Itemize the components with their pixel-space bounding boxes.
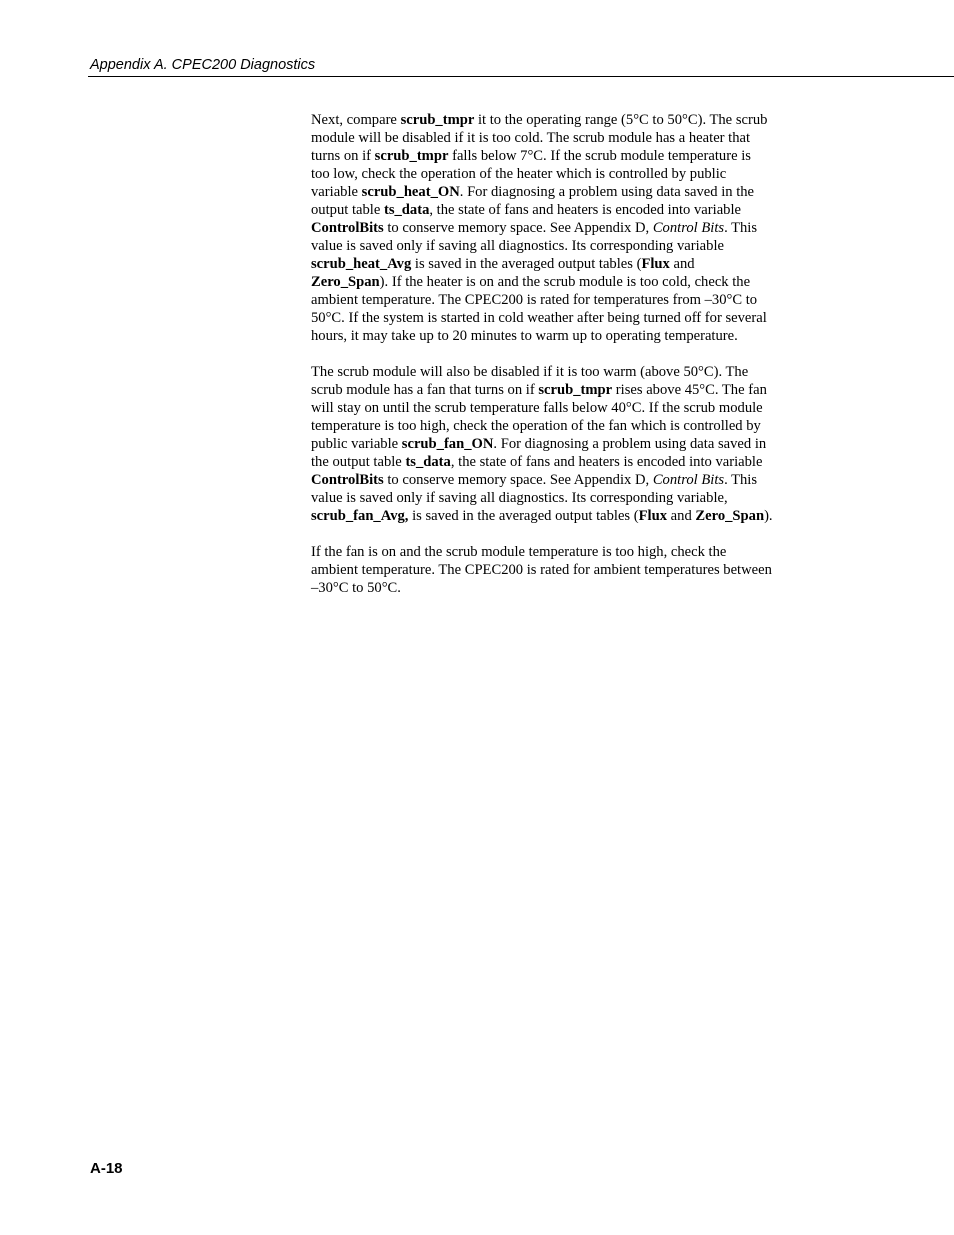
text-line	[311, 363, 813, 381]
text-run: to conserve memory space. See Appendix D,	[383, 472, 653, 488]
text-run: module will be disabled if it is too cold. The scrub module has a heater that	[311, 130, 751, 146]
text-run: falls below 7°C. If the scrub module temperature is	[448, 148, 751, 164]
bold-term: ControlBits	[311, 472, 384, 488]
text-line	[311, 111, 813, 129]
italic-reference: Control Bits	[652, 220, 725, 236]
text-run: . This	[724, 220, 758, 236]
text-run: variable	[311, 184, 362, 200]
text-line	[311, 507, 813, 525]
paragraph	[311, 363, 813, 525]
page-header	[88, 54, 954, 77]
text-run: Next, compare	[311, 112, 401, 128]
bold-term: scrub_tmpr	[538, 382, 613, 398]
bold-term: ts_data	[405, 454, 451, 470]
text-run: scrub module has a fan that turns on if	[311, 382, 539, 398]
text-run: , the state of fans and heaters is encoded into variable	[450, 454, 763, 470]
text-run: the output table	[311, 454, 406, 470]
text-run: value is saved only if saving all diagnostics. Its corresponding variable,	[311, 490, 728, 506]
text-run: too low, check the operation of the heater which is controlled by public	[311, 166, 727, 182]
bold-term: Flux	[641, 256, 670, 272]
running-header-title: Appendix A. CPEC200 Diagnostics	[90, 57, 316, 73]
text-run: . For diagnosing a problem using data saved in the	[459, 184, 755, 200]
text-run: , the state of fans and heaters is encoded into variable	[429, 202, 741, 218]
body-text	[311, 111, 813, 615]
text-run: ).	[764, 508, 773, 524]
text-line	[311, 579, 813, 597]
text-line	[311, 201, 813, 219]
bold-term: scrub_tmpr	[374, 148, 449, 164]
text-line	[311, 291, 813, 309]
bold-term: scrub_fan_ON	[401, 436, 494, 452]
text-run: turns on if	[311, 148, 375, 164]
bold-term: ControlBits	[311, 220, 384, 236]
text-line	[311, 453, 813, 471]
text-line	[311, 219, 813, 237]
text-run: 50°C. If the system is started in cold weather after being turned off for several	[311, 310, 767, 326]
text-line	[311, 417, 813, 435]
text-run: and	[667, 508, 696, 524]
text-line	[311, 435, 813, 453]
text-line	[311, 543, 813, 561]
text-line	[311, 273, 813, 291]
bold-term: Zero_Span	[695, 508, 765, 524]
bold-term: scrub_tmpr	[400, 112, 475, 128]
bold-term: Flux	[638, 508, 668, 524]
text-run: ). If the heater is on and the scrub module is too cold, check the	[379, 274, 751, 290]
text-run: will stay on until the scrub temperature falls below 40°C. If the scrub module	[311, 400, 763, 416]
text-line	[311, 129, 813, 147]
text-line	[311, 147, 813, 165]
text-line	[311, 165, 813, 183]
page-number: A-18	[90, 1160, 123, 1177]
bold-term: Zero_Span	[311, 274, 380, 290]
text-line	[311, 183, 813, 201]
text-line	[311, 489, 813, 507]
text-run: rises above 45°C. The fan	[612, 382, 767, 398]
text-run: value is saved only if saving all diagnostics. Its corresponding variable	[311, 238, 724, 254]
text-run: ambient temperature. The CPEC200 is rated for temperatures from –30°C to	[311, 292, 758, 308]
text-run: it to the operating range (5°C to 50°C). The scrub	[474, 112, 768, 128]
text-line	[311, 327, 813, 345]
text-run: output table	[311, 202, 384, 218]
paragraph	[311, 111, 813, 345]
italic-reference: Control Bits	[652, 472, 725, 488]
text-run: temperature is too high, check the operation of the fan which is controlled by	[311, 418, 761, 434]
bold-term: ts_data	[383, 202, 430, 218]
text-line	[311, 309, 813, 327]
text-run: . This	[724, 472, 758, 488]
bold-term: scrub_heat_Avg	[311, 256, 412, 272]
text-run: to conserve memory space. See Appendix D,	[383, 220, 653, 236]
text-line	[311, 237, 813, 255]
text-run: public variable	[311, 436, 402, 452]
text-run: ambient temperature. The CPEC200 is rated for ambient temperatures between	[311, 562, 772, 578]
text-run: hours, it may take up to 20 minutes to warm up to operating temperature.	[311, 328, 738, 344]
text-run: . For diagnosing a problem using data saved in	[493, 436, 767, 452]
text-line	[311, 381, 813, 399]
bold-term: scrub_heat_ON	[361, 184, 460, 200]
text-line	[311, 471, 813, 489]
paragraph	[311, 543, 813, 597]
text-run: If the fan is on and the scrub module temperature is too high, check the	[311, 544, 727, 560]
text-line	[311, 399, 813, 417]
text-run: –30°C to 50°C.	[311, 580, 401, 596]
bold-term: scrub_fan_Avg,	[311, 508, 409, 524]
text-run: is saved in the averaged output tables (	[408, 508, 639, 524]
text-run: is saved in the averaged output tables (	[411, 256, 642, 272]
text-run: The scrub module will also be disabled if it is too warm (above 50°C). The	[311, 364, 749, 380]
text-line	[311, 561, 813, 579]
text-run: and	[669, 256, 695, 272]
text-line	[311, 255, 813, 273]
